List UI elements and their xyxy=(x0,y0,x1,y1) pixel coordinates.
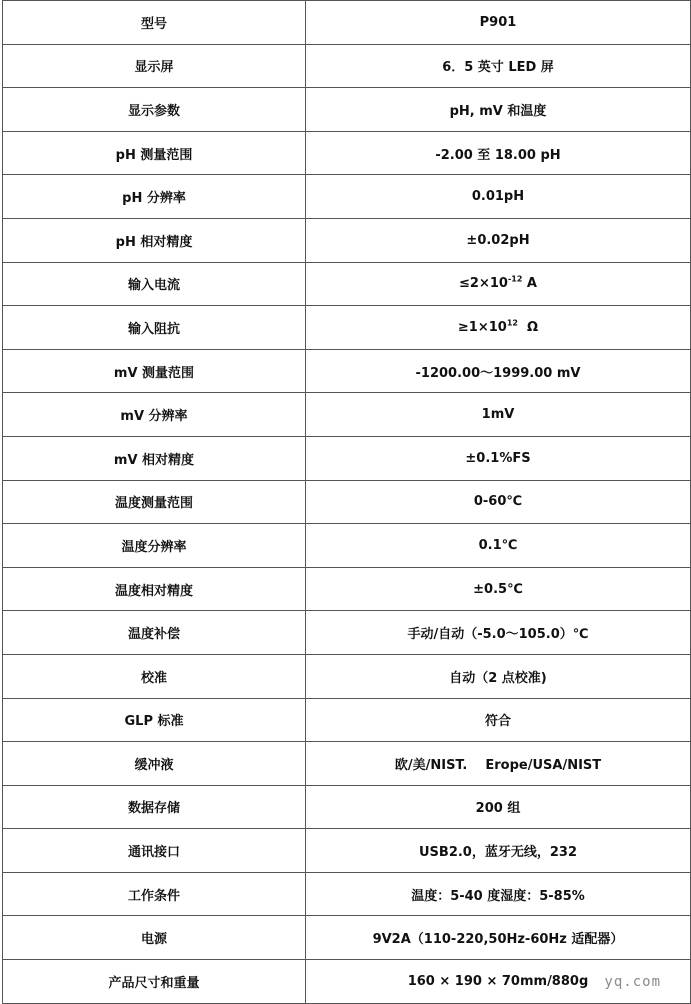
spec-label: mV 相对精度 xyxy=(3,436,306,480)
spec-label: 数据存储 xyxy=(3,785,306,829)
spec-value: 欧/美/NIST. Erope/USA/NIST xyxy=(306,742,691,786)
spec-label: 输入电流 xyxy=(3,262,306,306)
spec-label: mV 分辨率 xyxy=(3,393,306,437)
watermark: yq.com xyxy=(604,974,661,990)
spec-value: ±0.1%FS xyxy=(306,436,691,480)
table-row xyxy=(3,88,691,132)
spec-value: -1200.00～1999.00 mV xyxy=(306,349,691,393)
spec-value: ±0.5℃ xyxy=(306,567,691,611)
spec-value: pH, mV 和温度 xyxy=(306,88,691,132)
spec-label: pH 分辨率 xyxy=(3,175,306,219)
table-row xyxy=(3,1,691,45)
table-row xyxy=(3,44,691,88)
table-row xyxy=(3,742,691,786)
spec-value: 符合 xyxy=(306,698,691,742)
table-row xyxy=(3,218,691,262)
table-row xyxy=(3,960,691,1004)
value-prefix: ≥1×10 xyxy=(457,319,507,335)
spec-label: 产品尺寸和重量 xyxy=(3,960,306,1004)
value-unit: A xyxy=(522,276,537,292)
spec-value: 6．5 英寸 LED 屏 xyxy=(306,44,691,88)
spec-label: 通讯接口 xyxy=(3,829,306,873)
table-row xyxy=(3,306,691,350)
table-row xyxy=(3,393,691,437)
spec-table xyxy=(2,0,691,1004)
table-row xyxy=(3,480,691,524)
spec-value: 200 组 xyxy=(306,785,691,829)
table-row xyxy=(3,436,691,480)
table-row xyxy=(3,131,691,175)
table-row xyxy=(3,698,691,742)
spec-value: 自动（2 点校准) xyxy=(306,654,691,698)
value-unit: Ω xyxy=(517,319,539,335)
spec-label: GLP 标准 xyxy=(3,698,306,742)
spec-label: 显示屏 xyxy=(3,44,306,88)
spec-label: mV 测量范围 xyxy=(3,349,306,393)
spec-label: 温度相对精度 xyxy=(3,567,306,611)
spec-value: 9V2A（110-220,50Hz-60Hz 适配器） xyxy=(306,916,691,960)
spec-label: pH 测量范围 xyxy=(3,131,306,175)
table-row xyxy=(3,567,691,611)
spec-value: 手动/自动（-5.0～105.0）℃ xyxy=(306,611,691,655)
spec-label: 型号 xyxy=(3,1,306,45)
spec-label: pH 相对精度 xyxy=(3,218,306,262)
spec-value: 温度：5-40 度湿度：5-85% xyxy=(306,872,691,916)
value-exponent: 12 xyxy=(506,318,518,328)
spec-value: 0-60℃ xyxy=(306,480,691,524)
spec-label: 电源 xyxy=(3,916,306,960)
spec-value: USB2.0，蓝牙无线，232 xyxy=(306,829,691,873)
spec-label: 显示参数 xyxy=(3,88,306,132)
spec-value xyxy=(306,306,691,350)
spec-label: 温度分辨率 xyxy=(3,524,306,568)
spec-label: 温度测量范围 xyxy=(3,480,306,524)
spec-value: 0.01pH xyxy=(306,175,691,219)
table-row xyxy=(3,785,691,829)
value-prefix: ≤2×10 xyxy=(459,276,508,292)
spec-value: -2.00 至 18.00 pH xyxy=(306,131,691,175)
table-row xyxy=(3,872,691,916)
spec-value: 1mV xyxy=(306,393,691,437)
table-row xyxy=(3,611,691,655)
spec-label: 温度补偿 xyxy=(3,611,306,655)
spec-label: 输入阻抗 xyxy=(3,306,306,350)
table-row xyxy=(3,916,691,960)
table-row xyxy=(3,654,691,698)
value-exponent: -12 xyxy=(507,275,523,285)
spec-label: 校准 xyxy=(3,654,306,698)
table-row xyxy=(3,349,691,393)
spec-value: P901 xyxy=(306,1,691,45)
spec-value xyxy=(306,262,691,306)
table-row xyxy=(3,829,691,873)
table-row xyxy=(3,524,691,568)
spec-value: ±0.02pH xyxy=(306,218,691,262)
table-row xyxy=(3,175,691,219)
spec-value: 160 × 190 × 70mm/880g xyxy=(306,960,691,1004)
table-row xyxy=(3,262,691,306)
spec-value: 0.1℃ xyxy=(306,524,691,568)
spec-label: 缓冲液 xyxy=(3,742,306,786)
spec-label: 工作条件 xyxy=(3,872,306,916)
